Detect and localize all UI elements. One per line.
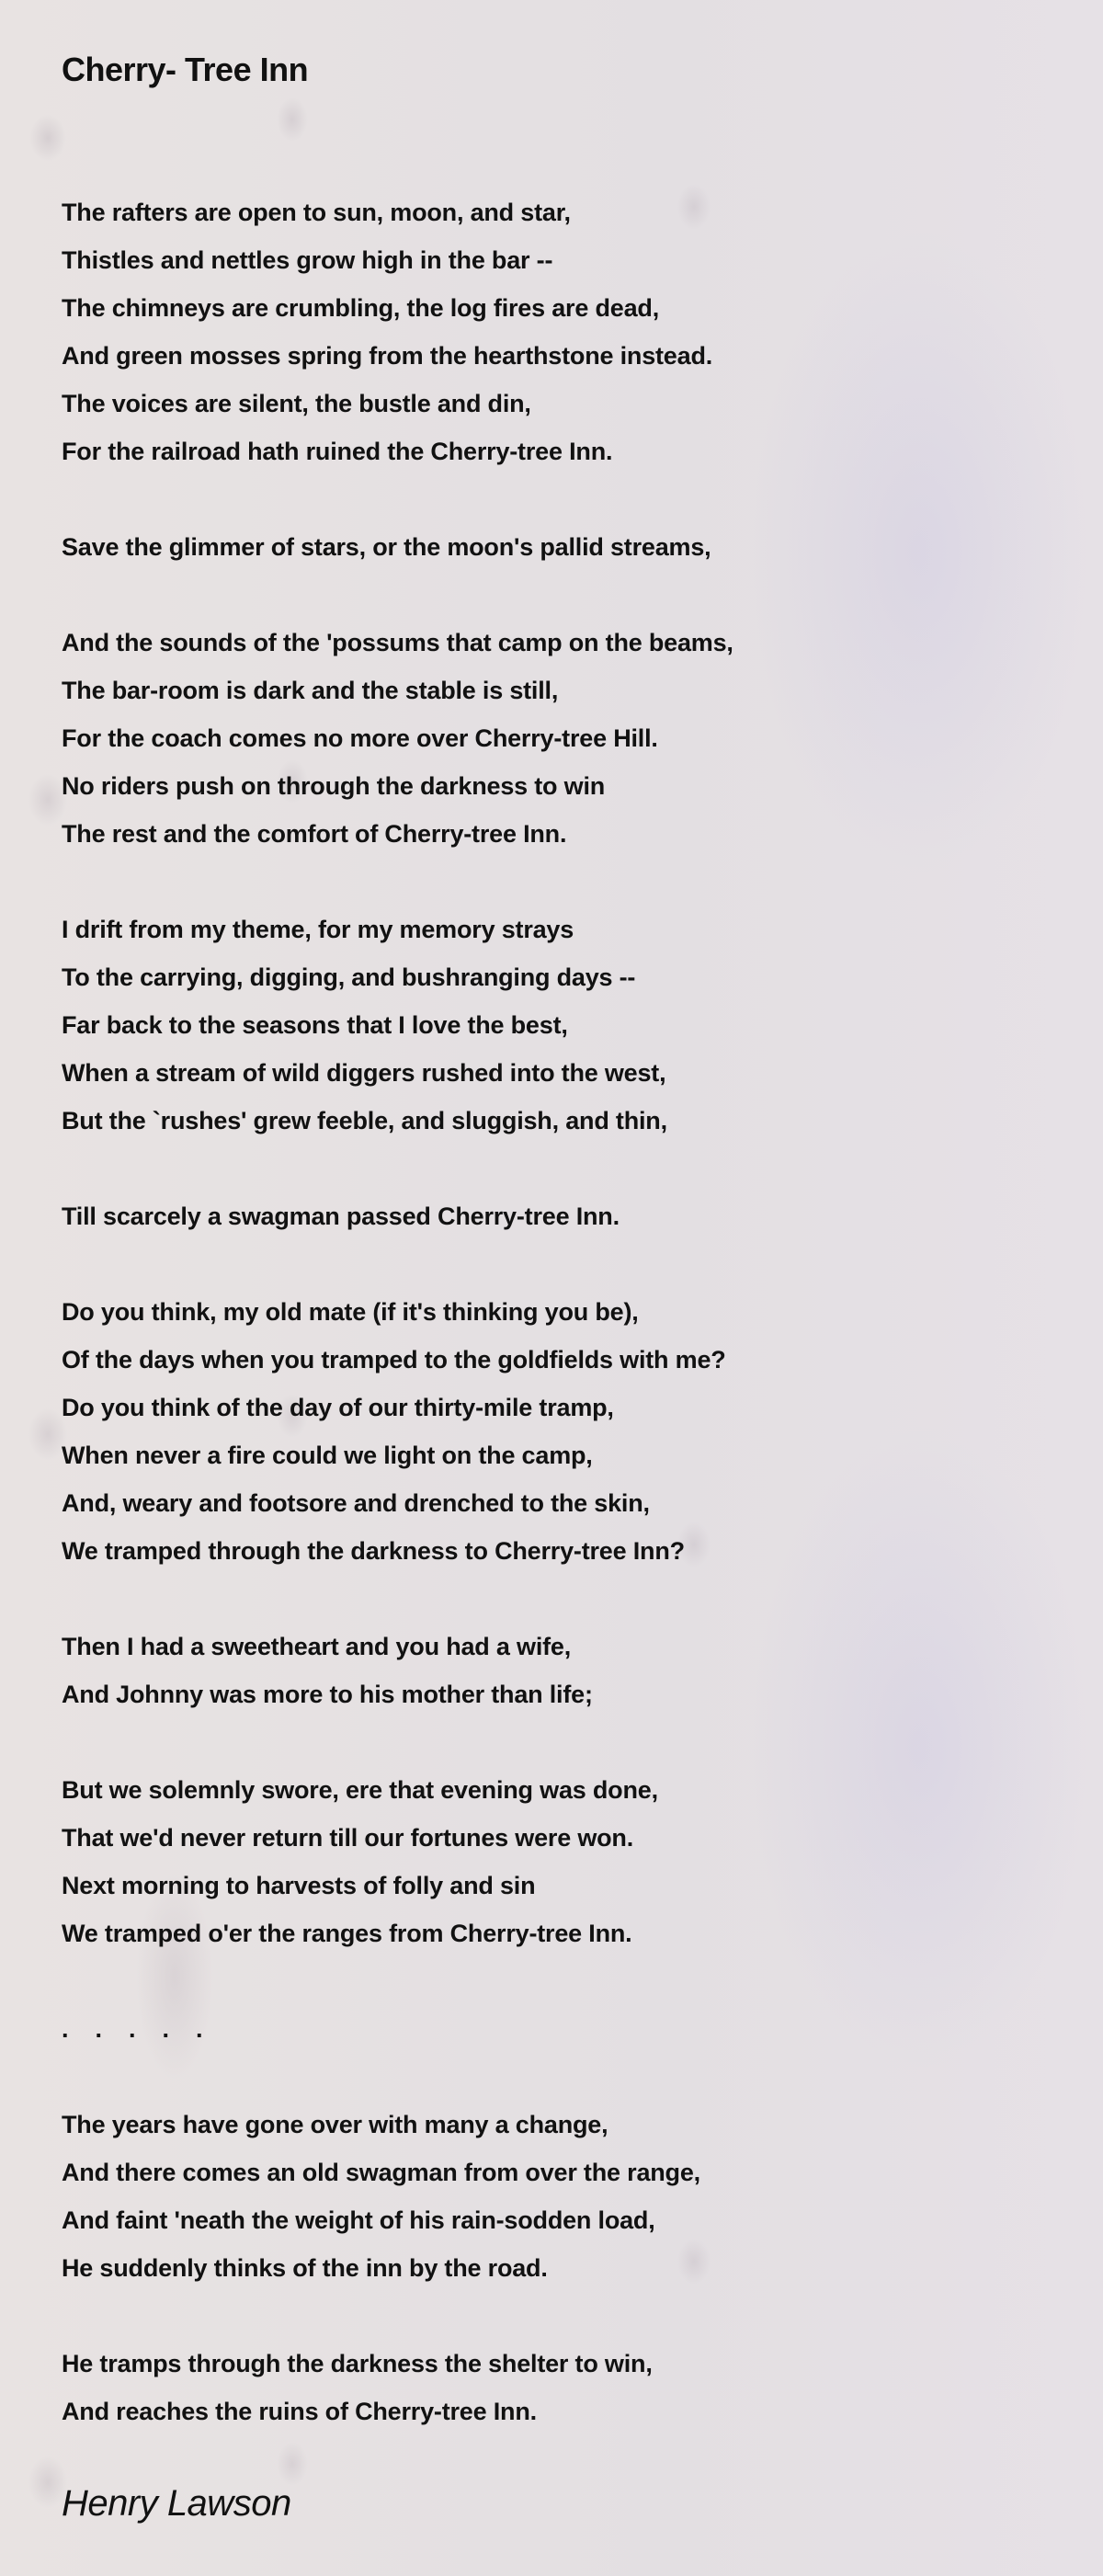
poem-line xyxy=(62,571,733,619)
poem-line: When a stream of wild diggers rushed into the west, xyxy=(62,1059,666,1087)
poem-line: But we solemnly swore, ere that evening was done, xyxy=(62,1776,658,1804)
poem-line: The voices are silent, the bustle and din, xyxy=(62,390,531,417)
poem-line: When never a fire could we light on the camp, xyxy=(62,1442,593,1469)
poem-line xyxy=(62,475,733,523)
poem-line: No riders push on through the darkness to win xyxy=(62,772,606,800)
poem-line: Do you think of the day of our thirty-mile tramp, xyxy=(62,1394,614,1421)
poem-body xyxy=(62,188,733,2435)
poem-line xyxy=(62,1240,733,1288)
poem-line: And Johnny was more to his mother than life; xyxy=(62,1681,593,1708)
poem-line: But the `rushes' grew feeble, and sluggish, and thin, xyxy=(62,1107,667,1134)
poem-line xyxy=(62,1957,733,2005)
poem-line: And the sounds of the 'possums that camp on the beams, xyxy=(62,629,733,656)
poem-line xyxy=(62,858,733,906)
poem-line: We tramped o'er the ranges from Cherry-tree Inn. xyxy=(62,1920,632,1947)
poem-line: I drift from my theme, for my memory strays xyxy=(62,916,574,943)
poem-line xyxy=(62,2292,733,2340)
poem-line: The chimneys are crumbling, the log fires are dead, xyxy=(62,294,659,322)
poem-author: Henry Lawson xyxy=(62,2483,291,2524)
poem-line: We tramped through the darkness to Cherry-tree Inn? xyxy=(62,1537,685,1565)
poem-line: Next morning to harvests of folly and sin xyxy=(62,1872,536,1899)
poem-line: The years have gone over with many a change, xyxy=(62,2111,608,2138)
poem-line: For the railroad hath ruined the Cherry-tree Inn. xyxy=(62,438,613,465)
poem-line: Then I had a sweetheart and you had a wife, xyxy=(62,1633,572,1660)
poem-line xyxy=(62,1718,733,1766)
poem-line: The rest and the comfort of Cherry-tree Inn. xyxy=(62,820,567,848)
poem-line: And there comes an old swagman from over the range, xyxy=(62,2159,700,2186)
poem-line xyxy=(62,2053,733,2101)
poem-line: For the coach comes no more over Cherry-tree Hill. xyxy=(62,724,658,752)
poem-line: And faint 'neath the weight of his rain-sodden load, xyxy=(62,2206,655,2234)
poem-line: And reaches the ruins of Cherry-tree Inn. xyxy=(62,2398,537,2425)
poem-line: Do you think, my old mate (if it's thinking you be), xyxy=(62,1298,639,1326)
poem-line: And, weary and footsore and drenched to the skin, xyxy=(62,1489,650,1517)
poem-line: Save the glimmer of stars, or the moon's pallid streams, xyxy=(62,533,711,561)
poem-line xyxy=(62,1145,733,1192)
poem-line: Thistles and nettles grow high in the bar -- xyxy=(62,246,553,274)
poem-line: He tramps through the darkness the shelter to win, xyxy=(62,2350,653,2377)
poem-line: The rafters are open to sun, moon, and star, xyxy=(62,199,571,226)
poem-line: Till scarcely a swagman passed Cherry-tree Inn. xyxy=(62,1203,620,1230)
poem-line xyxy=(62,1575,733,1623)
poem-title: Cherry- Tree Inn xyxy=(62,51,309,88)
poem-line: And green mosses spring from the hearthstone instead. xyxy=(62,342,713,370)
poem-line: He suddenly thinks of the inn by the road. xyxy=(62,2254,548,2282)
poem-line: Far back to the seasons that I love the best, xyxy=(62,1011,568,1039)
poem-line: Of the days when you tramped to the goldfields with me? xyxy=(62,1346,726,1373)
poem-line: That we'd never return till our fortunes were won. xyxy=(62,1824,634,1852)
poem-line: . . . . . xyxy=(62,2015,203,2043)
poem-line: The bar-room is dark and the stable is still, xyxy=(62,677,559,704)
poem-line: To the carrying, digging, and bushranging days -- xyxy=(62,963,636,991)
